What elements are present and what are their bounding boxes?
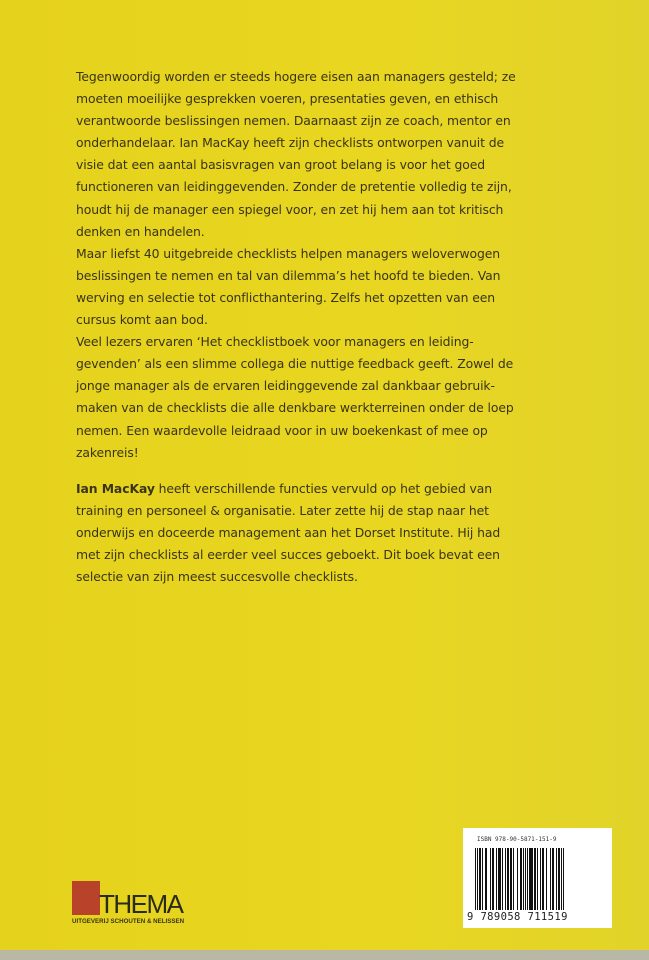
author-bio (76, 478, 596, 588)
text-line: houdt hij de manager een spiegel voor, en zet hij hem aan tot kritisch (76, 201, 504, 217)
blurb-text (76, 66, 596, 588)
text-line: jonge manager als de ervaren leidinggevende zal dankbaar gebruik- (76, 378, 495, 394)
text-line: functioneren van leidinggevenden. Zonder de pretentie volledig te zijn, (76, 179, 512, 195)
text-line: verantwoorde beslissingen nemen. Daarnaast zijn ze coach, mentor en (76, 113, 511, 129)
text-line: onderhandelaar. Ian MacKay heeft zijn checklists ontworpen vanuit de (76, 135, 504, 151)
bio-line: heeft verschillende functies vervuld op het gebied van (154, 480, 493, 496)
text-line: onderwijs en doceerde management aan het Dorset Institute. Hij had (76, 524, 501, 540)
text-line: Maar liefst 40 uitgebreide checklists helpen managers weloverwogen (76, 245, 500, 261)
publisher-subtitle: UITGEVERIJ SCHOUTEN & NELISSEN (72, 918, 185, 925)
text-line: denken en handelen. (76, 223, 205, 239)
text-line: selectie van zijn meest succesvolle checklists. (76, 569, 358, 585)
text-line: training en personeel & organisatie. Later zette hij de stap naar het (76, 502, 489, 518)
barcode-bars (475, 848, 601, 910)
author-name: Ian MacKay (76, 480, 155, 496)
text-line: gevenden’ als een slimme collega die nuttige feedback geeft. Zowel de (76, 356, 514, 372)
barcode-bar (564, 848, 565, 910)
text-line: visie dat een aantal basisvragen van groot belang is voor het goed (76, 157, 486, 173)
text-line: beslissingen te nemen en tal van dilemma’s het hoofd te bieden. Van (76, 267, 501, 283)
text-line: zakenreis! (76, 444, 139, 460)
logo-red-square (72, 881, 100, 915)
text-line: werving en selectie tot conflicthantering. Zelfs het opzetten van een (76, 289, 496, 305)
ean-number: 9 789058 711519 (467, 911, 568, 923)
text-line: Veel lezers ervaren ‘Het checklistboek voor managers en leiding- (76, 334, 474, 350)
text-line: nemen. Een waardevolle leidraad voor in uw boekenkast of mee op (76, 422, 488, 438)
text-line: Tegenwoordig worden er steeds hogere eisen aan managers gesteld; ze (76, 69, 516, 84)
isbn-barcode (463, 828, 612, 928)
text-line: met zijn checklists al eerder veel succes geboekt. Dit boek bevat een (76, 546, 500, 562)
text-line: moeten moeilijke gesprekken voeren, presentaties geven, en ethisch (76, 91, 499, 107)
publisher-name: THEMA (99, 889, 183, 919)
isbn-label: ISBN 978-90-5871-151-9 (477, 836, 557, 843)
blurb-paragraphs (76, 66, 596, 464)
text-line: maken van de checklists die alle denkbare werkterreinen onder de loep (76, 400, 514, 416)
bottom-edge (0, 950, 649, 960)
text-line: cursus komt aan bod. (76, 312, 208, 328)
